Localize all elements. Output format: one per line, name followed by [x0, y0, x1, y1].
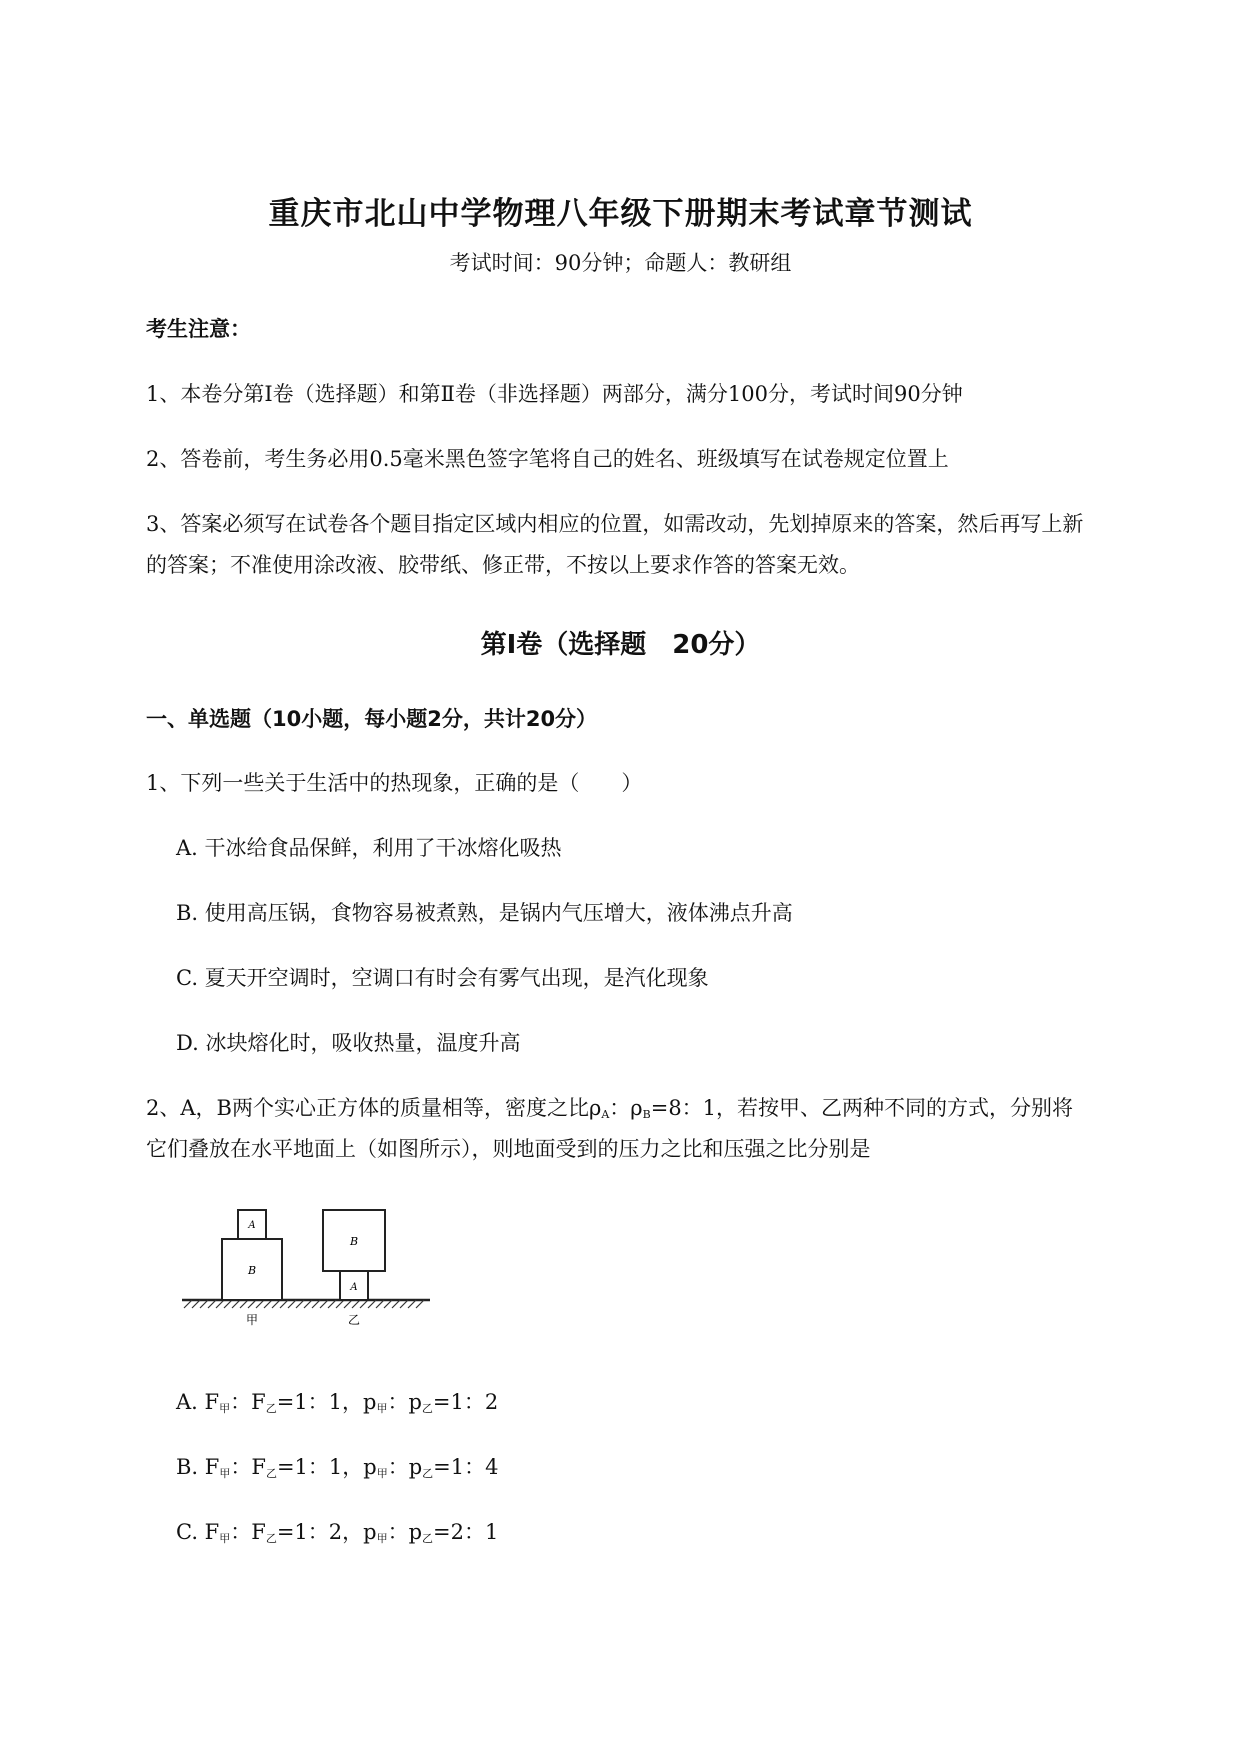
label-jia: 甲 — [245, 1313, 259, 1327]
arrangement-jia — [222, 1210, 282, 1327]
q1-stem: 1、下列一些关于生活中的热现象，正确的是（ ） — [146, 771, 643, 795]
option-text: =1：1，p — [276, 1390, 377, 1414]
q2-stem-part: 2、A，B两个实心正方体的质量相等，密度之比ρ — [146, 1096, 602, 1120]
option-text: ：p — [387, 1455, 423, 1479]
option-text: =2：1 — [433, 1520, 499, 1544]
q1-option-a: A. 干冰给食品保鲜，利用了干冰熔化吸热 — [176, 836, 562, 860]
q2-option-c — [176, 1516, 498, 1546]
q2-stem — [146, 1092, 1073, 1122]
option-text: ：F — [230, 1455, 266, 1479]
q2-stem-line2: 它们叠放在水平地面上（如图所示），则地面受到的压力之比和压强之比分别是 — [146, 1137, 871, 1161]
option-sub: 甲 — [376, 1402, 388, 1415]
option-text: F — [204, 1455, 220, 1479]
option-sub: 乙 — [265, 1532, 277, 1545]
arrangement-yi — [323, 1210, 385, 1327]
exam-subtitle: 考试时间：90分钟；命题人：教研组 — [449, 251, 792, 275]
option-text: F — [204, 1390, 220, 1414]
option-sub: 甲 — [376, 1467, 388, 1480]
option-text: F — [204, 1520, 220, 1544]
option-sub: 甲 — [219, 1402, 231, 1415]
q2-option-a — [176, 1386, 498, 1416]
option-sub: 乙 — [265, 1467, 277, 1480]
option-text: ：p — [387, 1390, 422, 1414]
option-text: =1：1，p — [276, 1455, 377, 1479]
option-sub: 乙 — [422, 1467, 434, 1480]
option-text: ：F — [230, 1390, 266, 1414]
option-sub: 甲 — [376, 1532, 388, 1545]
q1-option-b: B. 使用高压锅，食物容易被煮熟，是锅内气压增大，液体沸点升高 — [176, 901, 793, 925]
q2-option-b — [176, 1451, 499, 1481]
q1-option-c: C. 夏天开空调时，空调口有时会有雾气出现，是汽化现象 — [176, 966, 709, 990]
option-sub: 乙 — [265, 1402, 277, 1415]
option-text: =1：4 — [433, 1455, 499, 1479]
q2-sub-a: A — [601, 1108, 610, 1121]
option-text: ：F — [230, 1520, 266, 1544]
page-title: 重庆市北山中学物理八年级下册期末考试章节测试 — [268, 196, 973, 232]
option-letter: C. — [176, 1520, 205, 1544]
option-sub: 乙 — [421, 1402, 433, 1415]
option-sub: 甲 — [219, 1532, 231, 1545]
block-a-label: A — [350, 1282, 358, 1293]
option-text: ：p — [387, 1520, 423, 1544]
option-text: =1：2 — [432, 1390, 499, 1414]
q2-stem-part: ：ρ — [609, 1096, 643, 1120]
block-b-label: B — [247, 1264, 257, 1277]
option-sub: 乙 — [422, 1532, 434, 1545]
option-text: =1：2，p — [276, 1520, 377, 1544]
section-title: 第I卷（选择题 20分） — [480, 630, 761, 660]
notice-heading: 考生注意： — [146, 317, 251, 341]
q1-option-d: D. 冰块熔化时，吸收热量，温度升高 — [176, 1031, 521, 1055]
q2-stem-part: =8：1，若按甲、乙两种不同的方式，分别将 — [650, 1096, 1074, 1120]
block-b-label: B — [349, 1235, 359, 1248]
notice-item-2: 2、答卷前，考生务必用0.5毫米黑色签字笔将自己的姓名、班级填写在试卷规定位置上 — [146, 447, 949, 471]
notice-item-3: 3、答案必须写在试卷各个题目指定区域内相应的位置，如需改动，先划掉原来的答案，然后再写上新 — [146, 512, 1084, 536]
option-letter: A. — [176, 1390, 205, 1414]
q2-sub-b: B — [642, 1108, 651, 1121]
part-heading: 一、单选题（10小题，每小题2分，共计20分） — [146, 707, 598, 731]
label-yi: 乙 — [347, 1313, 361, 1327]
notice-item-1: 1、本卷分第I卷（选择题）和第Ⅱ卷（非选择题）两部分，满分100分，考试时间90分钟 — [146, 382, 963, 406]
stacked-blocks-figure — [178, 1208, 438, 1338]
block-a-label: A — [248, 1220, 256, 1231]
option-sub: 甲 — [219, 1467, 231, 1480]
notice-item-3-cont: 的答案；不准使用涂改液、胶带纸、修正带，不按以上要求作答的答案无效。 — [146, 553, 860, 577]
option-letter: B. — [176, 1455, 205, 1479]
ground-line — [182, 1300, 430, 1308]
